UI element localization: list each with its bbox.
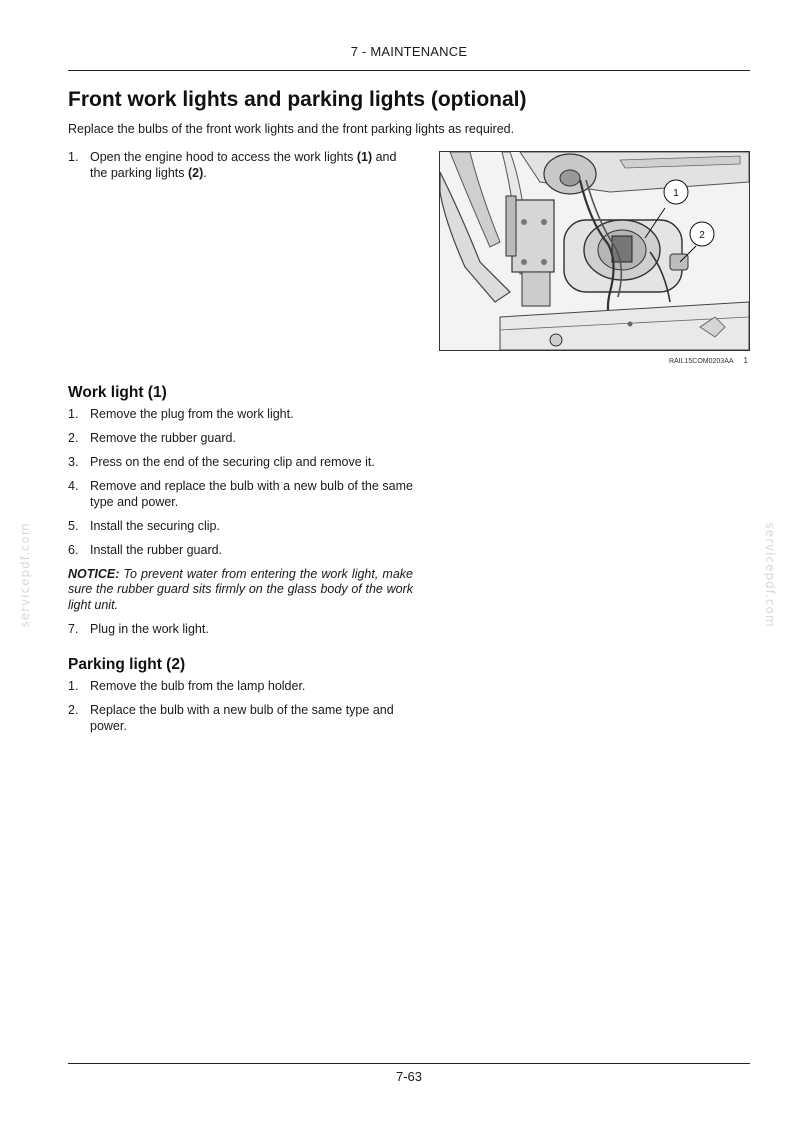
callout-label-1: 1 xyxy=(673,188,679,199)
step-number: 2. xyxy=(68,703,79,717)
step-text: Remove the plug from the work light. xyxy=(90,407,294,421)
callout-label-2: 2 xyxy=(699,230,705,241)
parking-light-heading: Parking light (2) xyxy=(68,656,186,673)
step-number: 7. xyxy=(68,621,79,636)
step-text: Plug in the work light. xyxy=(90,621,209,636)
step-number: 4. xyxy=(68,479,79,493)
step-text: . xyxy=(203,165,207,180)
step-number: 1. xyxy=(68,407,79,421)
chapter-header: 7 - MAINTENANCE xyxy=(350,44,468,59)
work-light-section xyxy=(68,384,413,646)
step-text: Open the engine hood to access the work lights xyxy=(90,150,357,164)
watermark-right: servicepdf.com xyxy=(763,522,777,628)
page-title: Front work lights and parking lights (optional) xyxy=(68,88,527,111)
step-number: 6. xyxy=(68,542,79,557)
list-item xyxy=(68,543,413,559)
step-text: Install the rubber guard. xyxy=(90,542,223,557)
work-light-steps xyxy=(68,407,413,558)
step-text: Press on the end of the securing clip and remove it. xyxy=(90,455,375,469)
work-light-figure xyxy=(439,151,750,351)
callout-ref-2: (2) xyxy=(187,165,204,180)
callout-ref-1: (1) xyxy=(356,150,373,164)
step-number: 1. xyxy=(68,679,79,693)
step-text: Install the securing clip. xyxy=(90,518,220,533)
list-item xyxy=(68,431,413,447)
step-number: 2. xyxy=(68,431,79,445)
step-text: Remove and replace the bulb with a new bulb of the same type and power. xyxy=(90,479,413,509)
notice-body: To prevent water from entering the work light, make sure the rubber guard sits firmly on the glass body of the work light unit. xyxy=(68,566,413,612)
list-item xyxy=(68,622,413,638)
figure-reference xyxy=(600,356,748,365)
intro-text: Replace the bulbs of the front work lights and the front parking lights as required. xyxy=(68,122,515,136)
step-number: 5. xyxy=(68,518,79,533)
work-light-heading: Work light (1) xyxy=(68,384,167,401)
step-text: Remove the rubber guard. xyxy=(90,431,236,445)
figure-code: RAIL15COM0203AA xyxy=(668,358,734,365)
footer-rule xyxy=(68,1063,750,1064)
notice-text xyxy=(68,567,413,614)
step-text: Replace the bulb with a new bulb of the same type and power. xyxy=(90,703,394,733)
watermark-left: servicepdf.com xyxy=(18,522,32,628)
step-text: Remove the bulb from the lamp holder. xyxy=(90,679,306,693)
list-item xyxy=(68,407,413,423)
list-item xyxy=(68,519,413,535)
engine-bay-illustration xyxy=(440,152,749,350)
step-text: and the parking lights xyxy=(90,150,397,180)
header-rule xyxy=(68,70,750,71)
page-number: 7-63 xyxy=(395,1069,423,1084)
list-item xyxy=(68,150,413,181)
step-number: 3. xyxy=(68,455,79,469)
list-item xyxy=(68,679,413,695)
parking-light-section xyxy=(68,656,413,743)
figure-number: 1 xyxy=(743,356,748,365)
list-item xyxy=(68,703,413,734)
step-number: 1. xyxy=(68,150,79,164)
list-item xyxy=(68,479,413,510)
access-step xyxy=(68,150,413,190)
parking-light-steps xyxy=(68,679,413,734)
list-item xyxy=(68,455,413,471)
notice-label: NOTICE: xyxy=(68,566,120,581)
